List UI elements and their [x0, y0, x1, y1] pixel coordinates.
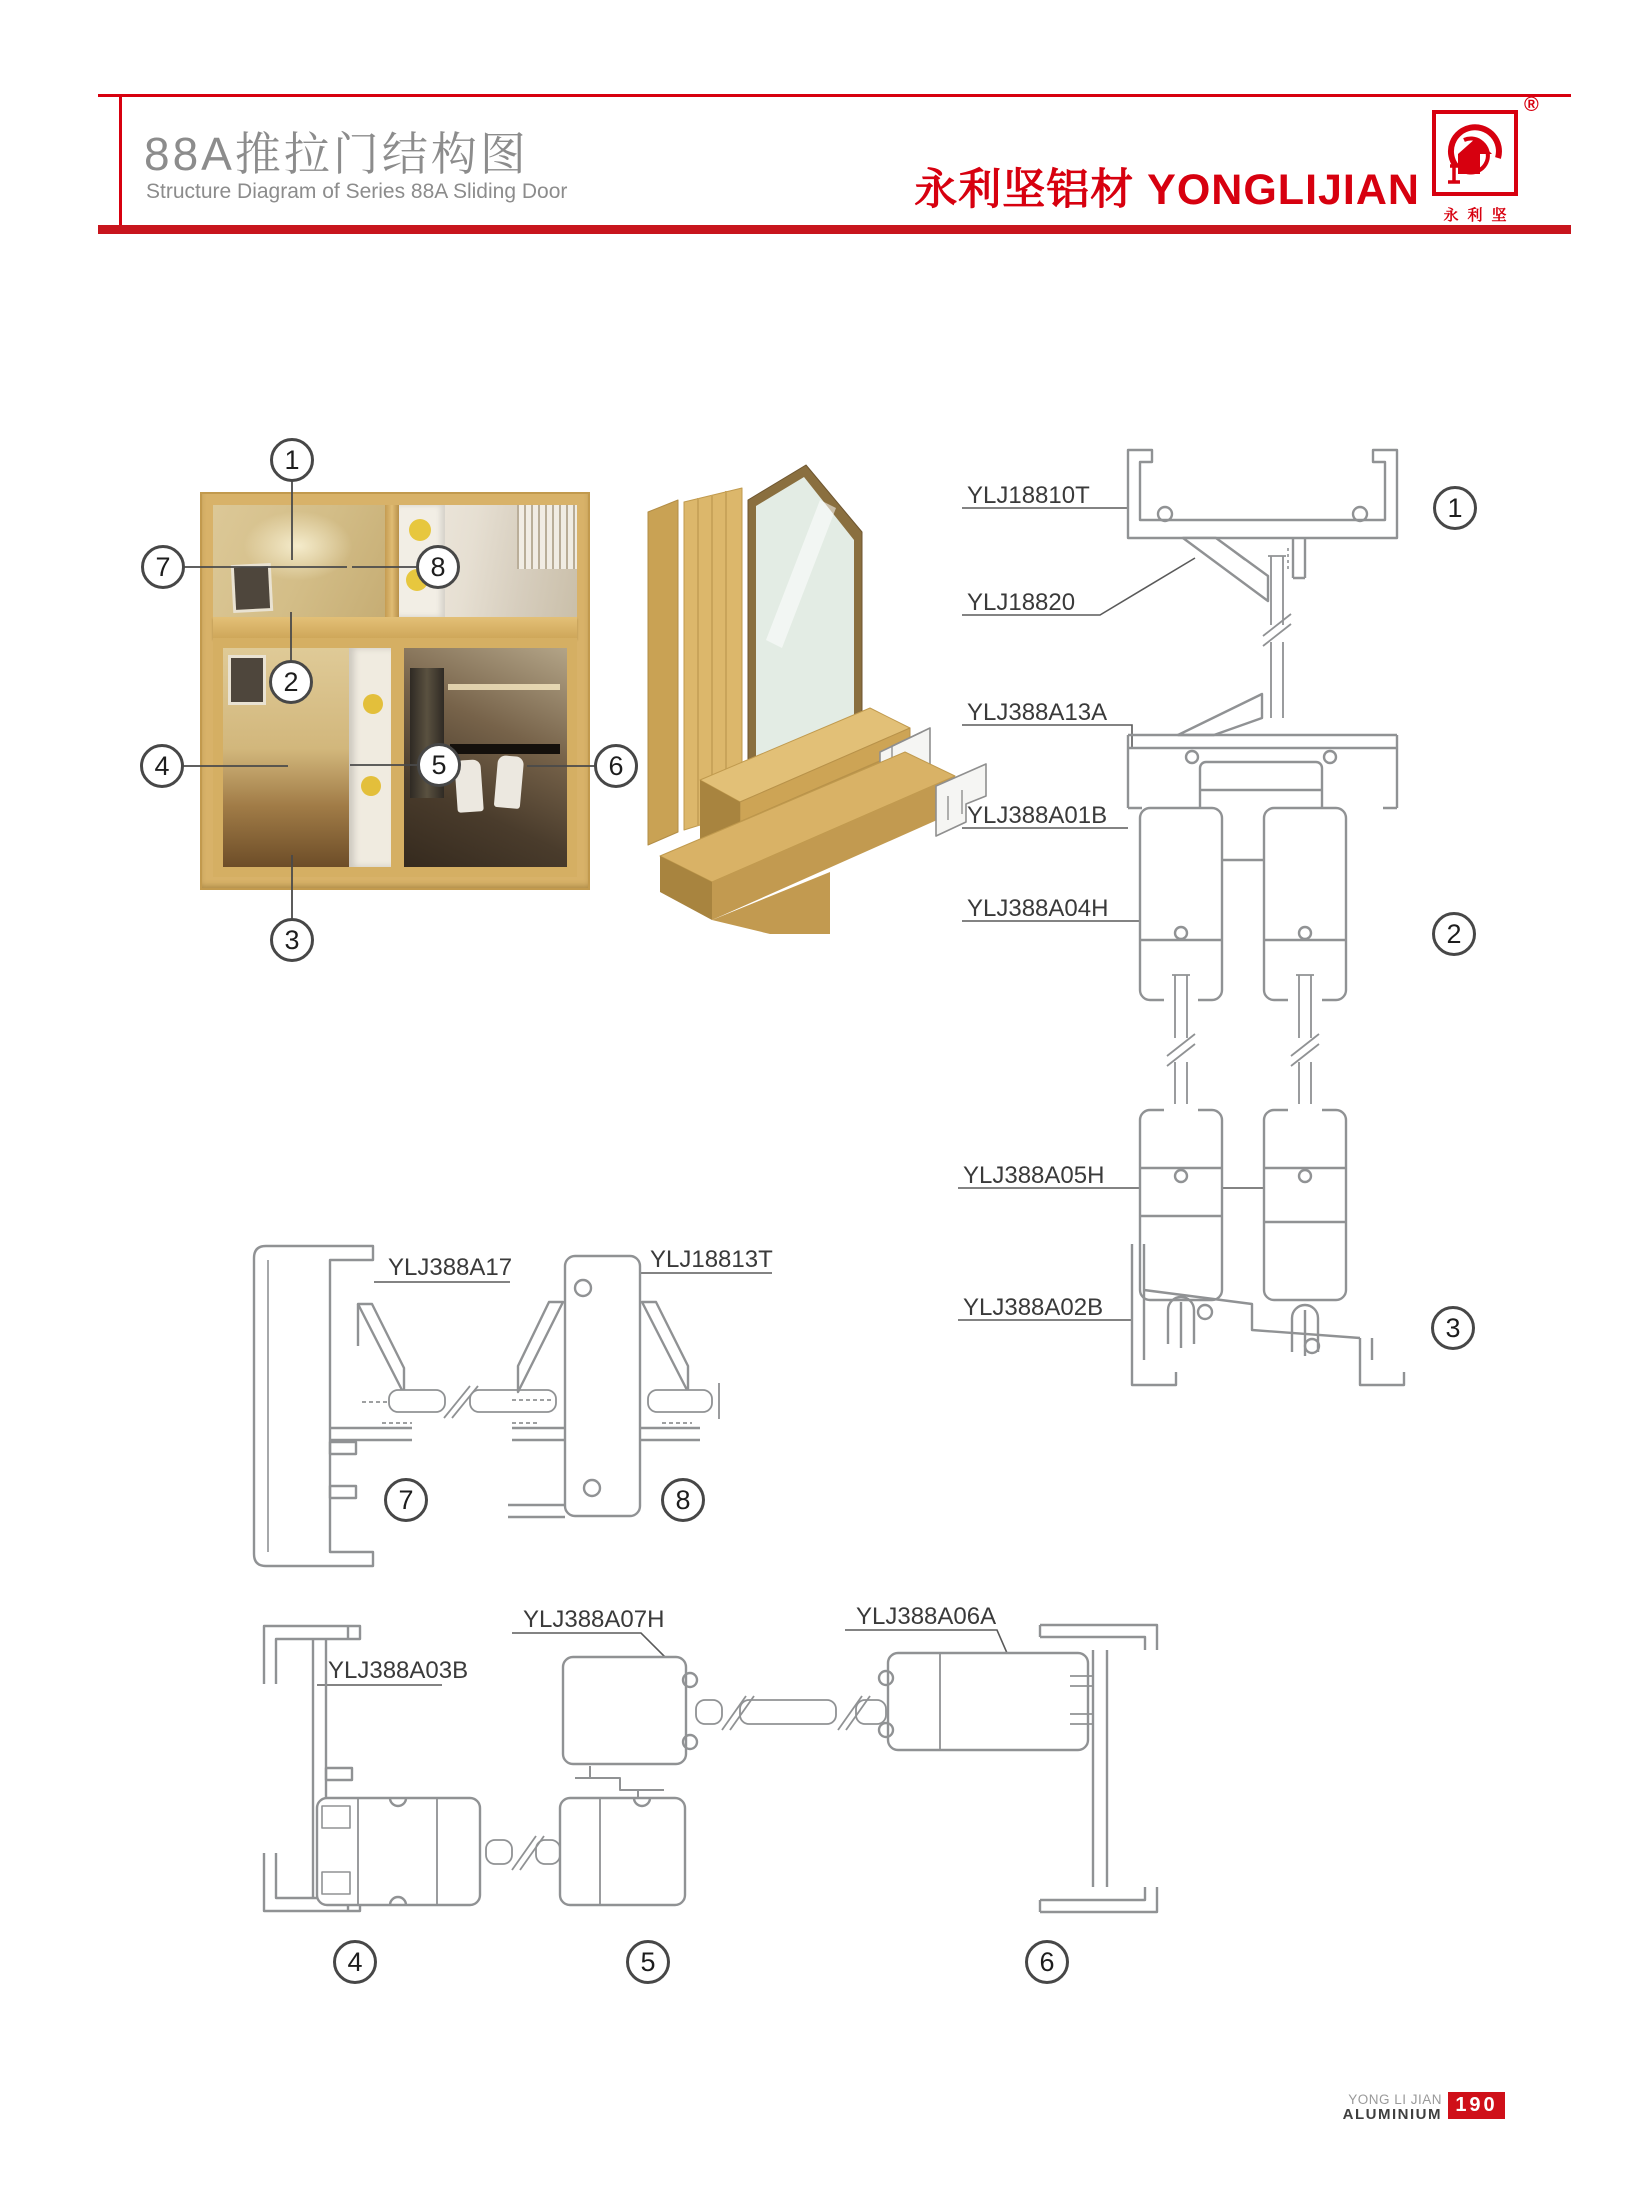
- part-label-ylj388a03b: YLJ388A03B: [328, 1657, 469, 1684]
- part-label-ylj388a02b: YLJ388A02B: [963, 1294, 1104, 1321]
- part-label-ylj388a07h: YLJ388A07H: [523, 1606, 665, 1633]
- part-label-ylj18813t: YLJ18813T: [650, 1246, 773, 1273]
- overview-callout-3: 3: [270, 918, 314, 962]
- section-callout-8: 8: [661, 1478, 705, 1522]
- part-label-ylj18820: YLJ18820: [967, 589, 1076, 616]
- page-number-badge: 190: [1448, 2092, 1505, 2119]
- part-label-ylj388a04h: YLJ388A04H: [967, 895, 1109, 922]
- logo-caption: 永利坚: [1443, 207, 1516, 224]
- part-label-ylj388a13a: YLJ388A13A: [967, 699, 1108, 726]
- part-label-ylj388a06a: YLJ388A06A: [856, 1603, 997, 1630]
- section-callout-4: 4: [333, 1940, 377, 1984]
- footer-brand-line1: YONG LI JIAN: [1348, 2092, 1442, 2107]
- part-label-ylj388a05h: YLJ388A05H: [963, 1162, 1105, 1189]
- door-corner-3d-render: [648, 465, 986, 934]
- overview-callout-5: 5: [417, 743, 461, 787]
- section-callout-1: 1: [1433, 486, 1477, 530]
- section-callout-2: 2: [1432, 912, 1476, 956]
- part-label-ylj388a17: YLJ388A17: [388, 1254, 513, 1281]
- page-title: 88A推拉门结构图: [144, 128, 529, 180]
- brand-wordmark: 永利坚铝材 YONGLIJIAN: [914, 166, 1420, 214]
- jamb-section-drawing: [254, 1246, 719, 1566]
- overview-callout-6: 6: [594, 744, 638, 788]
- page-subtitle: Structure Diagram of Series 88A Sliding Door: [146, 180, 568, 203]
- section-callout-3: 3: [1431, 1306, 1475, 1350]
- section-callout-6: 6: [1025, 1940, 1069, 1984]
- registered-trademark-mark: ®: [1524, 94, 1539, 116]
- sill-section-drawing: [264, 1625, 1157, 1912]
- overview-leader-lines: [183, 481, 595, 919]
- footer-brand-line2: ALUMINIUM: [1342, 2106, 1442, 2124]
- overview-callout-2: 2: [269, 660, 313, 704]
- section-callout-5: 5: [626, 1940, 670, 1984]
- section-callout-7: 7: [384, 1478, 428, 1522]
- part-label-ylj388a01b: YLJ388A01B: [967, 802, 1108, 829]
- overview-callout-1: 1: [270, 438, 314, 482]
- overview-callout-4: 4: [140, 744, 184, 788]
- part-label-ylj18810t: YLJ18810T: [967, 482, 1090, 509]
- overview-callout-7: 7: [141, 545, 185, 589]
- overview-callout-8: 8: [416, 545, 460, 589]
- vertical-section-drawing: [1128, 450, 1404, 1385]
